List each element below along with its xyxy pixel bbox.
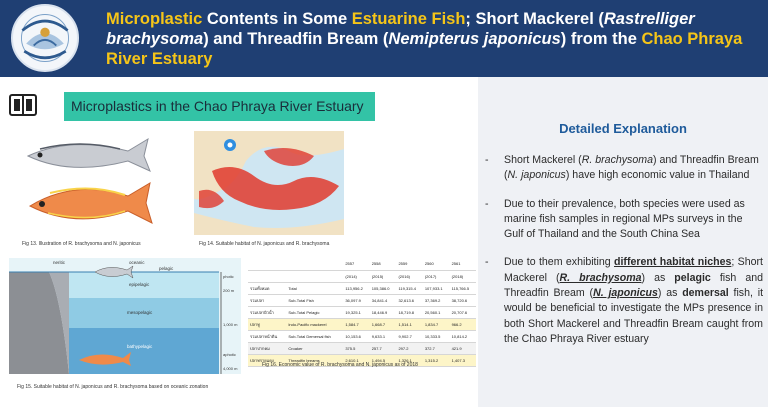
depth-label: 200 m — [223, 288, 235, 293]
header-bar — [0, 0, 768, 77]
list-item: - Due to their prevalence, both species were used as marine fish samples in regional MPs surveys in the Gulf of Thailand and the South China Sea — [485, 197, 745, 241]
table-row: ปลาทู Indo-Pacific mackerel 1,584.7 1,668.7 1,514.1 1,834.7 966.2 — [248, 318, 476, 330]
list-item: - Short Mackerel (R. brachysoma) and Threadfin Bream (N. japonicus) have high economic value in Thailand — [485, 154, 759, 182]
fish-illustration — [20, 131, 170, 236]
table-row: ปลาปากคม Croaker 375.5 257.7 297.2 372.7 421.9 — [248, 342, 476, 354]
table-row: ปลาทรายแดง Threadfin breams 2,610.1 1,494.5 1,326.1 1,315.2 1,407.3 — [248, 354, 476, 366]
explanation-title: Detailed Explanation — [559, 121, 687, 136]
oceanic-zonation-diagram — [9, 258, 241, 374]
table-row: รวมปลาผิวน้ำ Sub-Total Pelagic 19,325.1 18,446.9 18,719.8 20,560.1 20,707.6 — [248, 306, 476, 318]
zone-label: epipelagic — [129, 282, 150, 287]
table-row: รวมปลา Sub-Total Fish 36,097.9 34,841.4 32,613.6 37,369.2 38,720.6 — [248, 294, 476, 306]
table-row: รวมปลาหน้าดิน Sub-Total Demersal fish 10,153.6 9,633.1 9,902.7 10,333.5 10,814.2 — [248, 330, 476, 342]
explanation-list — [485, 153, 763, 360]
figure-caption: Fig 15. Suitable habitat of N. japonicus and R. brachysoma based on oceanic zonation — [17, 384, 209, 390]
book-icon — [9, 93, 37, 117]
depth-label: 1,000 m — [223, 322, 238, 327]
economic-value-table: 2557 2558 2559 2560 2561 (2014) (2015) (2016) (2017) (2018) รวมทั้งหมด Total 113,956.2 105,386.0 119,315.4 107,933.1 115,766.5 รวมปลา Sub-Total Fish 36,097.9 34,841.4 32,613.6 37,369.2 38,720.6 รวมปลาผิวน้ำ Sub-Total Pelagic 19,325.1 18,446.9 18,719.8 20,560.1 20,707.6 ปลาทู Indo-Pacific mackerel 1,584.7 1,668.7 1,514.1 1,834.7 966.2 รวมปลาหน้าดิน Sub-Total Demersal fish 10,153.6 9,633.1 9,902.7 10,333.5 10,814.2 ปลาปากคม Croaker 375.5 257.7 297.2 372.7 421.9 ปลาทรายแดง Threadfin breams 2,610.1 1,494.5 1,326.1 1,315.2 1,407.3 — [248, 258, 476, 367]
zone-label: photic — [223, 274, 234, 279]
zone-label: mesopelagic — [127, 310, 153, 315]
zone-label: oceanic — [129, 260, 145, 265]
zone-label: bathypelagic — [127, 344, 153, 349]
figure-caption: Fig 14. Suitable habitat of N. japonicus and R. brachysoma — [199, 241, 330, 247]
table-row: รวมทั้งหมด Total 113,956.2 105,386.0 119,315.4 107,933.1 115,766.5 — [248, 282, 476, 294]
habitat-map — [194, 131, 344, 235]
figure-caption: Fig 13. Illustration of R. brachysoma and N. japonicus — [22, 241, 141, 247]
institution-seal-icon — [11, 4, 79, 72]
zone-label: neritic — [53, 260, 66, 265]
list-item: - Due to them exhibiting different habitat niches; Short Mackerel (R. brachysoma) as pelagic fish and Threadfin Bream (N. japonicus) as demersal fish, it would be beneficial to investigate the MPs presence in both Short Mackerel and Threadfin Bream caught from the Chao Phraya River estuary — [485, 256, 764, 345]
zone-label: aphotic — [223, 352, 236, 357]
section-heading-text: Microplastics in the Chao Phraya River Estuary — [71, 98, 364, 114]
zone-label: pelagic — [159, 266, 174, 271]
depth-label: 4,000 m — [223, 366, 238, 371]
section-heading — [64, 92, 375, 121]
figure-caption: Fig 16. Economic value of R. brachysoma and N. japonicus as of 2018 — [262, 362, 418, 368]
page-title: Microplastic Contents in Some Estuarine Fish; Short Mackerel (Rastrelliger brachysoma) and Threadfin Bream (Nemipterus japonicus) from the Chao Phraya River Estuary — [106, 10, 743, 68]
